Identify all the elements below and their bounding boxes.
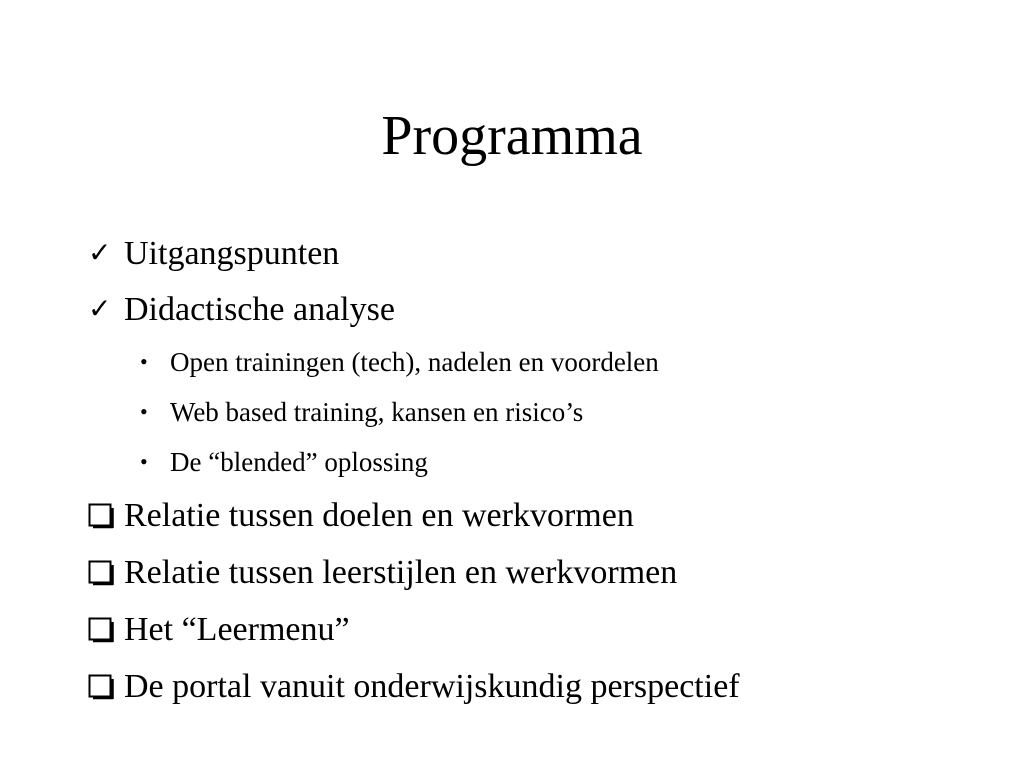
list-item-label: Het “Leermenu” bbox=[124, 611, 350, 648]
sub-list-item-label: Web based training, kansen en risico’s bbox=[170, 397, 584, 427]
check-icon: ✓ bbox=[88, 294, 112, 325]
sub-list-item bbox=[140, 444, 428, 480]
list-item-label: De portal vanuit onderwijskundig perspectief bbox=[124, 668, 740, 705]
list-item-label: Relatie tussen leerstijlen en werkvormen bbox=[124, 554, 678, 591]
checkbox-icon bbox=[88, 608, 120, 652]
sub-list-item bbox=[140, 344, 659, 380]
check-icon: ✓ bbox=[88, 238, 112, 269]
list-item-checked bbox=[88, 288, 395, 332]
list-item-unchecked bbox=[88, 494, 634, 538]
list-item-label: Uitgangspunten bbox=[124, 235, 340, 272]
bullet-icon: • bbox=[140, 449, 148, 474]
checkbox-icon bbox=[88, 494, 120, 538]
checkbox-icon bbox=[88, 551, 120, 595]
checkbox-icon bbox=[88, 665, 120, 709]
list-item-label: Didactische analyse bbox=[124, 291, 395, 328]
bullet-icon: • bbox=[140, 349, 148, 374]
list-item-checked bbox=[88, 232, 339, 276]
bullet-icon: • bbox=[140, 399, 148, 424]
list-item-unchecked bbox=[88, 608, 350, 652]
list-item-label: Relatie tussen doelen en werkvormen bbox=[124, 497, 634, 534]
slide-title: Programma bbox=[381, 105, 643, 167]
list-item-unchecked bbox=[88, 665, 740, 709]
sub-list-item-label: Open trainingen (tech), nadelen en voordelen bbox=[170, 347, 659, 377]
sub-list-item bbox=[140, 394, 583, 430]
list-item-unchecked bbox=[88, 551, 677, 595]
sub-list-item-label: De “blended” oplossing bbox=[170, 447, 428, 477]
